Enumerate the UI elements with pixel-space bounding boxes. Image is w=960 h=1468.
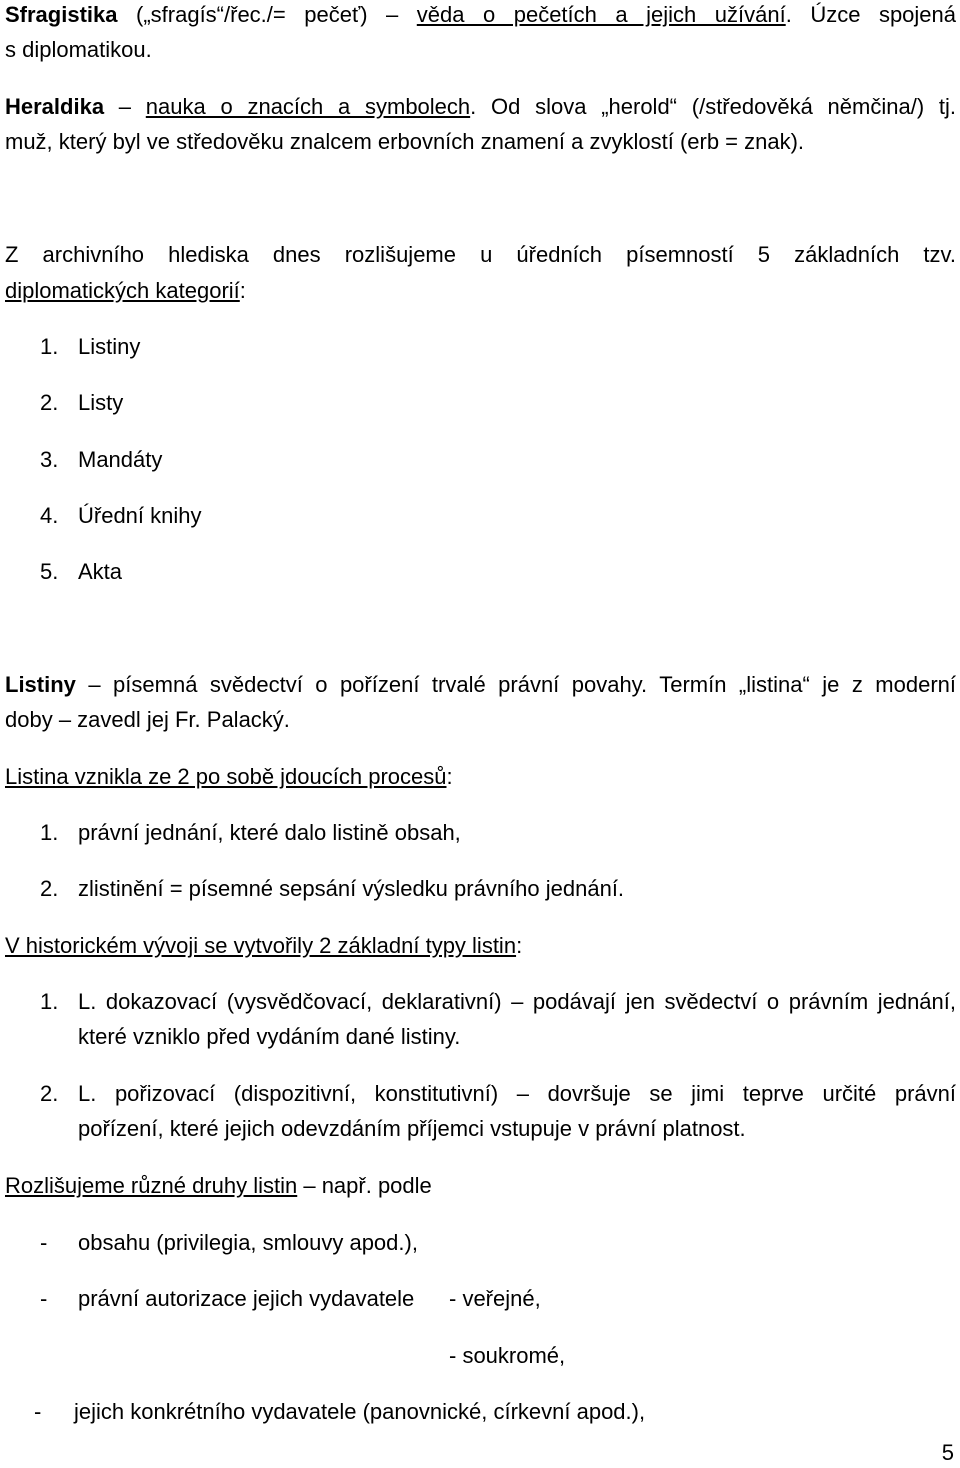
list-item-number: 1. <box>40 820 59 845</box>
paragraph-categories-intro: Z archivního hlediska dnes rozlišujeme u úředních písemností 5 základních tzv. <box>5 242 956 267</box>
heading-kinds: Rozlišujeme různé druhy listin – např. podle <box>5 1173 432 1198</box>
list-item: zlistinění = písemné sepsání výsledku právního jednání. <box>78 876 625 901</box>
list-item-option: - veřejné, <box>449 1286 541 1311</box>
list-item-continuation: pořízení, které jejich odevzdáním příjemci vstupuje v právní platnost. <box>78 1116 746 1141</box>
paragraph-categories-intro-line2: diplomatických kategorií: <box>5 278 246 303</box>
list-item-number: 2. <box>40 876 59 901</box>
definition-sfragistika: věda o pečetích a jejich užívání <box>416 2 786 27</box>
bullet-dash: - <box>40 1230 48 1255</box>
list-item: Akta <box>78 559 123 584</box>
paragraph-listiny-line2: doby – zavedl jej Fr. Palacký. <box>5 707 290 732</box>
paragraph-heraldika: Heraldika – nauka o znacích a symbolech. Od slova „herold“ (/středověká němčina/) tj. <box>5 94 956 119</box>
definition-heraldika: nauka o znacích a symbolech <box>145 94 471 119</box>
bullet-dash: - <box>40 1286 48 1311</box>
list-item-number: 2. <box>40 1081 59 1106</box>
list-item-option: - soukromé, <box>449 1343 566 1368</box>
bullet-dash: - <box>34 1399 42 1424</box>
term-listiny: Listiny <box>5 672 76 697</box>
paragraph-listiny: Listiny – písemná svědectví o pořízení trvalé právní povahy. Termín „listina“ je z moderní <box>5 672 956 697</box>
list-item-number: 5. <box>40 559 59 584</box>
list-item-number: 2. <box>40 390 59 415</box>
list-item: právní jednání, které dalo listině obsah, <box>78 820 461 845</box>
list-item-number: 1. <box>40 334 59 359</box>
list-item-number: 4. <box>40 503 59 528</box>
paragraph-sfragistika: Sfragistika („sfragís“/řec./= pečeť) – věda o pečetích a jejich užívání. Úzce spojená <box>5 2 957 27</box>
page-number: 5 <box>941 1440 954 1465</box>
list-item: L. dokazovací (vysvědčovací, deklarativní) – podávají jen svědectví o právním jednání, <box>78 989 956 1014</box>
term-sfragistika: Sfragistika <box>5 2 118 27</box>
term-heraldika: Heraldika <box>5 94 105 119</box>
list-item-number: 3. <box>40 447 59 472</box>
list-item: Listy <box>78 390 124 415</box>
heading-types: V historickém vývoji se vytvořily 2 základní typy listin: <box>5 933 523 958</box>
paragraph-sfragistika-line2: s diplomatikou. <box>5 37 152 62</box>
list-item: jejich konkrétního vydavatele (panovnické, církevní apod.), <box>74 1399 646 1424</box>
paragraph-heraldika-line2: muž, který byl ve středověku znalcem erbovních znamení a zvyklostí (erb = znak). <box>5 129 805 154</box>
list-item-number: 1. <box>40 989 59 1014</box>
list-item: obsahu (privilegia, smlouvy apod.), <box>78 1230 418 1255</box>
list-item: Mandáty <box>78 447 163 472</box>
list-item: Úřední knihy <box>78 503 202 528</box>
list-item: L. pořizovací (dispozitivní, konstitutivní) – dovršuje se jimi teprve určité právní <box>78 1081 956 1106</box>
list-item: právní autorizace jejich vydavatele <box>78 1286 415 1311</box>
list-item: Listiny <box>78 334 141 359</box>
heading-processes: Listina vznikla ze 2 po sobě jdoucích procesů: <box>5 764 453 789</box>
list-item-continuation: které vzniklo před vydáním dané listiny. <box>78 1024 461 1049</box>
